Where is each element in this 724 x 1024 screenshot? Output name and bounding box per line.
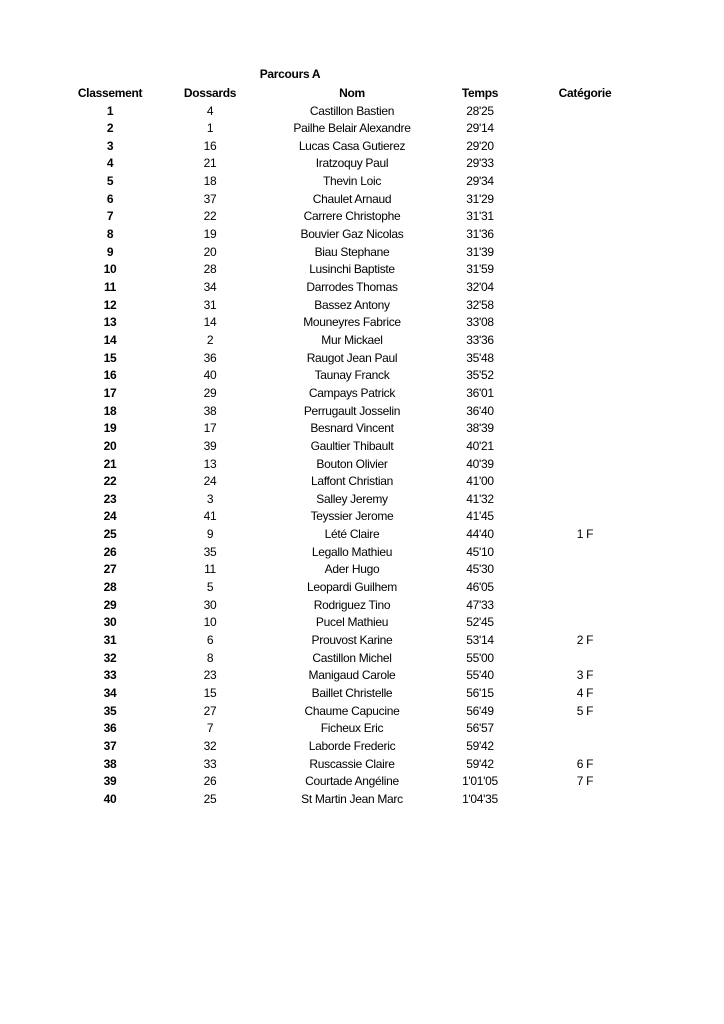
bib-cell: 20 [203, 244, 217, 259]
name-cell: Baillet Christelle [311, 685, 393, 700]
bib-cell: 33 [203, 756, 217, 771]
time-cell: 56'57 [466, 721, 494, 736]
name-cell: Bassez Antony [314, 297, 390, 312]
table-row [0, 738, 724, 756]
time-cell: 44'40 [466, 527, 494, 542]
rank-cell: 39 [103, 774, 117, 789]
table-row [0, 579, 724, 597]
name-cell: Castillon Michel [312, 650, 392, 665]
rank-cell: 11 [103, 280, 117, 294]
rank-cell: 5 [106, 174, 114, 189]
table-row [0, 456, 724, 474]
table-row [0, 650, 724, 668]
table-row [0, 208, 724, 226]
bib-cell: 15 [203, 685, 217, 700]
name-cell: Taunay Franck [314, 368, 390, 383]
time-cell: 59'42 [466, 738, 494, 753]
time-cell: 29'34 [466, 174, 494, 189]
table-row [0, 191, 724, 209]
time-cell: 45'30 [466, 562, 494, 577]
table-row [0, 773, 724, 791]
rank-cell: 28 [103, 580, 117, 595]
name-cell: Lété Claire [324, 527, 380, 542]
header-time: Temps [461, 86, 499, 100]
time-cell: 36'01 [466, 385, 494, 400]
table-row [0, 438, 724, 456]
bib-cell: 11 [204, 562, 216, 577]
name-cell: Ader Hugo [324, 562, 380, 577]
name-cell: Thevin Loic [322, 174, 382, 189]
bib-cell: 35 [203, 544, 217, 559]
bib-cell: 14 [203, 315, 217, 330]
table-row [0, 367, 724, 385]
bib-cell: 30 [203, 597, 217, 612]
name-cell: Courtade Angéline [305, 774, 399, 789]
table-row [0, 597, 724, 615]
time-cell: 33'36 [466, 332, 494, 347]
table-row [0, 261, 724, 279]
table-row [0, 791, 724, 809]
rank-cell: 19 [103, 421, 117, 436]
bib-cell: 10 [203, 615, 217, 630]
table-row [0, 103, 724, 121]
table-row [0, 685, 724, 703]
table-row [0, 297, 724, 315]
table-row [0, 720, 724, 738]
bib-cell: 9 [206, 527, 214, 542]
name-cell: Gaultier Thibault [310, 438, 394, 453]
name-cell: Legallo Mathieu [311, 544, 393, 559]
bib-cell: 28 [203, 262, 217, 277]
category-cell: 4 F [576, 685, 594, 700]
table-row [0, 120, 724, 138]
table-row [0, 332, 724, 350]
time-cell: 56'15 [466, 685, 494, 700]
time-cell: 35'52 [466, 368, 494, 383]
rank-cell: 35 [103, 703, 117, 718]
rank-cell: 32 [103, 650, 117, 665]
name-cell: Rodriguez Tino [313, 597, 391, 612]
table-row [0, 526, 724, 544]
bib-cell: 24 [203, 474, 217, 489]
rank-cell: 2 [106, 121, 114, 136]
table-row [0, 703, 724, 721]
name-cell: Manigaud Carole [308, 668, 396, 683]
time-cell: 29'20 [466, 138, 494, 153]
time-cell: 1'01'05 [462, 774, 498, 789]
time-cell: 31'29 [466, 191, 494, 206]
time-cell: 45'10 [466, 544, 494, 559]
rank-cell: 23 [103, 491, 117, 506]
rank-cell: 15 [103, 350, 117, 365]
bib-cell: 32 [203, 738, 217, 753]
bib-cell: 13 [203, 456, 217, 471]
bib-cell: 23 [203, 668, 217, 683]
rank-cell: 27 [103, 562, 117, 577]
name-cell: St Martin Jean Marc [301, 791, 403, 806]
rank-cell: 10 [103, 262, 117, 277]
time-cell: 41'32 [466, 491, 494, 506]
bib-cell: 25 [203, 791, 217, 806]
time-cell: 41'45 [466, 509, 494, 524]
bib-cell: 31 [203, 297, 217, 312]
table-row [0, 385, 724, 403]
rank-cell: 38 [103, 756, 117, 771]
time-cell: 40'21 [466, 438, 494, 453]
category-cell: 1 F [576, 527, 594, 542]
name-cell: Salley Jeremy [316, 491, 388, 506]
name-cell: Ruscassie Claire [309, 756, 395, 771]
bib-cell: 6 [206, 633, 214, 647]
name-cell: Ficheux Eric [320, 721, 384, 736]
table-row [0, 155, 724, 173]
name-cell: Laffont Christian [310, 474, 394, 489]
time-cell: 1'04'35 [462, 791, 498, 806]
name-cell: Leopardi Guilhem [307, 580, 397, 595]
bib-cell: 17 [203, 421, 217, 436]
name-cell: Lusinchi Baptiste [309, 262, 395, 277]
rank-cell: 22 [103, 474, 117, 489]
time-cell: 46'05 [466, 580, 494, 595]
rank-cell: 30 [103, 615, 117, 630]
name-cell: Raugot Jean Paul [306, 350, 398, 365]
header-category: Catégorie [558, 86, 612, 100]
time-cell: 36'40 [466, 403, 494, 418]
bib-cell: 2 [206, 332, 214, 347]
table-row [0, 350, 724, 368]
time-cell: 56'49 [466, 703, 494, 718]
table-row [0, 173, 724, 191]
rank-cell: 33 [103, 668, 117, 683]
time-cell: 32'04 [466, 280, 494, 294]
name-cell: Prouvost Karine [311, 633, 393, 647]
rank-cell: 26 [103, 544, 117, 559]
bib-cell: 27 [203, 703, 217, 718]
time-cell: 52'45 [466, 615, 494, 630]
rank-cell: 24 [103, 509, 117, 524]
bib-cell: 21 [203, 156, 217, 171]
time-cell: 59'42 [466, 756, 494, 771]
bib-cell: 39 [203, 438, 217, 453]
time-cell: 28'25 [466, 103, 494, 118]
name-cell: Bouton Olivier [316, 456, 388, 471]
time-cell: 29'33 [466, 156, 494, 171]
header-name: Nom [339, 86, 365, 100]
bib-cell: 22 [203, 209, 217, 224]
bib-cell: 34 [203, 280, 217, 294]
rank-cell: 12 [103, 297, 117, 312]
time-cell: 55'40 [466, 668, 494, 683]
table-row [0, 667, 724, 685]
name-cell: Carrere Christophe [303, 209, 401, 224]
category-cell: 3 F [576, 668, 594, 683]
rank-cell: 25 [103, 527, 117, 542]
table-row [0, 473, 724, 491]
name-cell: Besnard Vincent [310, 421, 394, 436]
table-row [0, 403, 724, 421]
time-cell: 47'33 [466, 597, 494, 612]
rank-cell: 13 [103, 315, 117, 330]
name-cell: Laborde Frederic [308, 738, 396, 753]
bib-cell: 38 [203, 403, 217, 418]
table-row [0, 508, 724, 526]
name-cell: Biau Stephane [314, 244, 390, 259]
name-cell: Pailhe Belair Alexandre [293, 121, 411, 136]
table-row [0, 561, 724, 579]
time-cell: 40'39 [466, 456, 494, 471]
rank-cell: 37 [103, 738, 117, 753]
rank-cell: 20 [103, 438, 117, 453]
rank-cell: 1 [106, 103, 114, 118]
name-cell: Chaulet Arnaud [312, 191, 392, 206]
header-rank: Classement [77, 86, 143, 100]
rank-cell: 6 [106, 191, 114, 206]
table-row [0, 226, 724, 244]
bib-cell: 36 [203, 350, 217, 365]
name-cell: Perrugault Josselin [303, 403, 401, 418]
table-row [0, 138, 724, 156]
time-cell: 31'59 [466, 262, 494, 277]
table-row [0, 544, 724, 562]
name-cell: Darrodes Thomas [306, 280, 398, 294]
bib-cell: 8 [206, 650, 214, 665]
table-row [0, 279, 724, 297]
table-row [0, 632, 724, 650]
rank-cell: 14 [103, 332, 117, 347]
rank-cell: 17 [103, 385, 117, 400]
name-cell: Lucas Casa Gutierez [298, 138, 406, 153]
rank-cell: 34 [103, 685, 117, 700]
rank-cell: 21 [103, 456, 117, 471]
category-cell: 6 F [576, 756, 594, 771]
bib-cell: 4 [206, 103, 214, 118]
rank-cell: 29 [103, 597, 117, 612]
time-cell: 31'39 [466, 244, 494, 259]
time-cell: 53'14 [466, 633, 494, 647]
bib-cell: 19 [203, 227, 217, 242]
table-row [0, 491, 724, 509]
rank-cell: 7 [106, 209, 114, 224]
name-cell: Campays Patrick [308, 385, 396, 400]
time-cell: 35'48 [466, 350, 494, 365]
table-row [0, 614, 724, 632]
bib-cell: 18 [203, 174, 217, 189]
time-cell: 38'39 [466, 421, 494, 436]
rank-cell: 18 [103, 403, 117, 418]
bib-cell: 37 [203, 191, 217, 206]
bib-cell: 26 [203, 774, 217, 789]
rank-cell: 8 [106, 227, 114, 242]
rank-cell: 3 [106, 138, 114, 153]
table-row [0, 756, 724, 774]
name-cell: Mouneyres Fabrice [303, 315, 401, 330]
rank-cell: 9 [106, 244, 114, 259]
category-cell: 7 F [576, 774, 594, 789]
bib-cell: 41 [203, 509, 217, 524]
bib-cell: 29 [203, 385, 217, 400]
name-cell: Chaume Capucine [304, 703, 400, 718]
table-row [0, 420, 724, 438]
time-cell: 41'00 [466, 474, 494, 489]
time-cell: 32'58 [466, 297, 494, 312]
time-cell: 55'00 [466, 650, 494, 665]
rank-cell: 36 [103, 721, 117, 736]
time-cell: 31'36 [466, 227, 494, 242]
bib-cell: 5 [206, 580, 214, 595]
bib-cell: 1 [206, 121, 214, 136]
bib-cell: 16 [203, 138, 217, 153]
name-cell: Teyssier Jerome [310, 509, 394, 524]
rank-cell: 4 [106, 156, 114, 171]
time-cell: 31'31 [466, 209, 494, 224]
name-cell: Castillon Bastien [309, 103, 395, 118]
rank-cell: 16 [103, 368, 117, 383]
category-cell: 2 F [576, 633, 594, 647]
bib-cell: 7 [206, 721, 214, 736]
rank-cell: 31 [103, 633, 117, 647]
bib-cell: 40 [203, 368, 217, 383]
name-cell: Bouvier Gaz Nicolas [300, 227, 404, 242]
time-cell: 33'08 [466, 315, 494, 330]
category-cell: 5 F [576, 703, 594, 718]
name-cell: Pucel Mathieu [315, 615, 389, 630]
table-row [0, 314, 724, 332]
name-cell: Iratzoquy Paul [315, 156, 389, 171]
name-cell: Mur Mickael [321, 332, 383, 347]
table-row [0, 244, 724, 262]
header-bib: Dossards [183, 86, 237, 100]
rank-cell: 40 [103, 791, 117, 806]
page-title: Parcours A [259, 67, 321, 81]
bib-cell: 3 [206, 491, 214, 506]
time-cell: 29'14 [466, 121, 494, 136]
